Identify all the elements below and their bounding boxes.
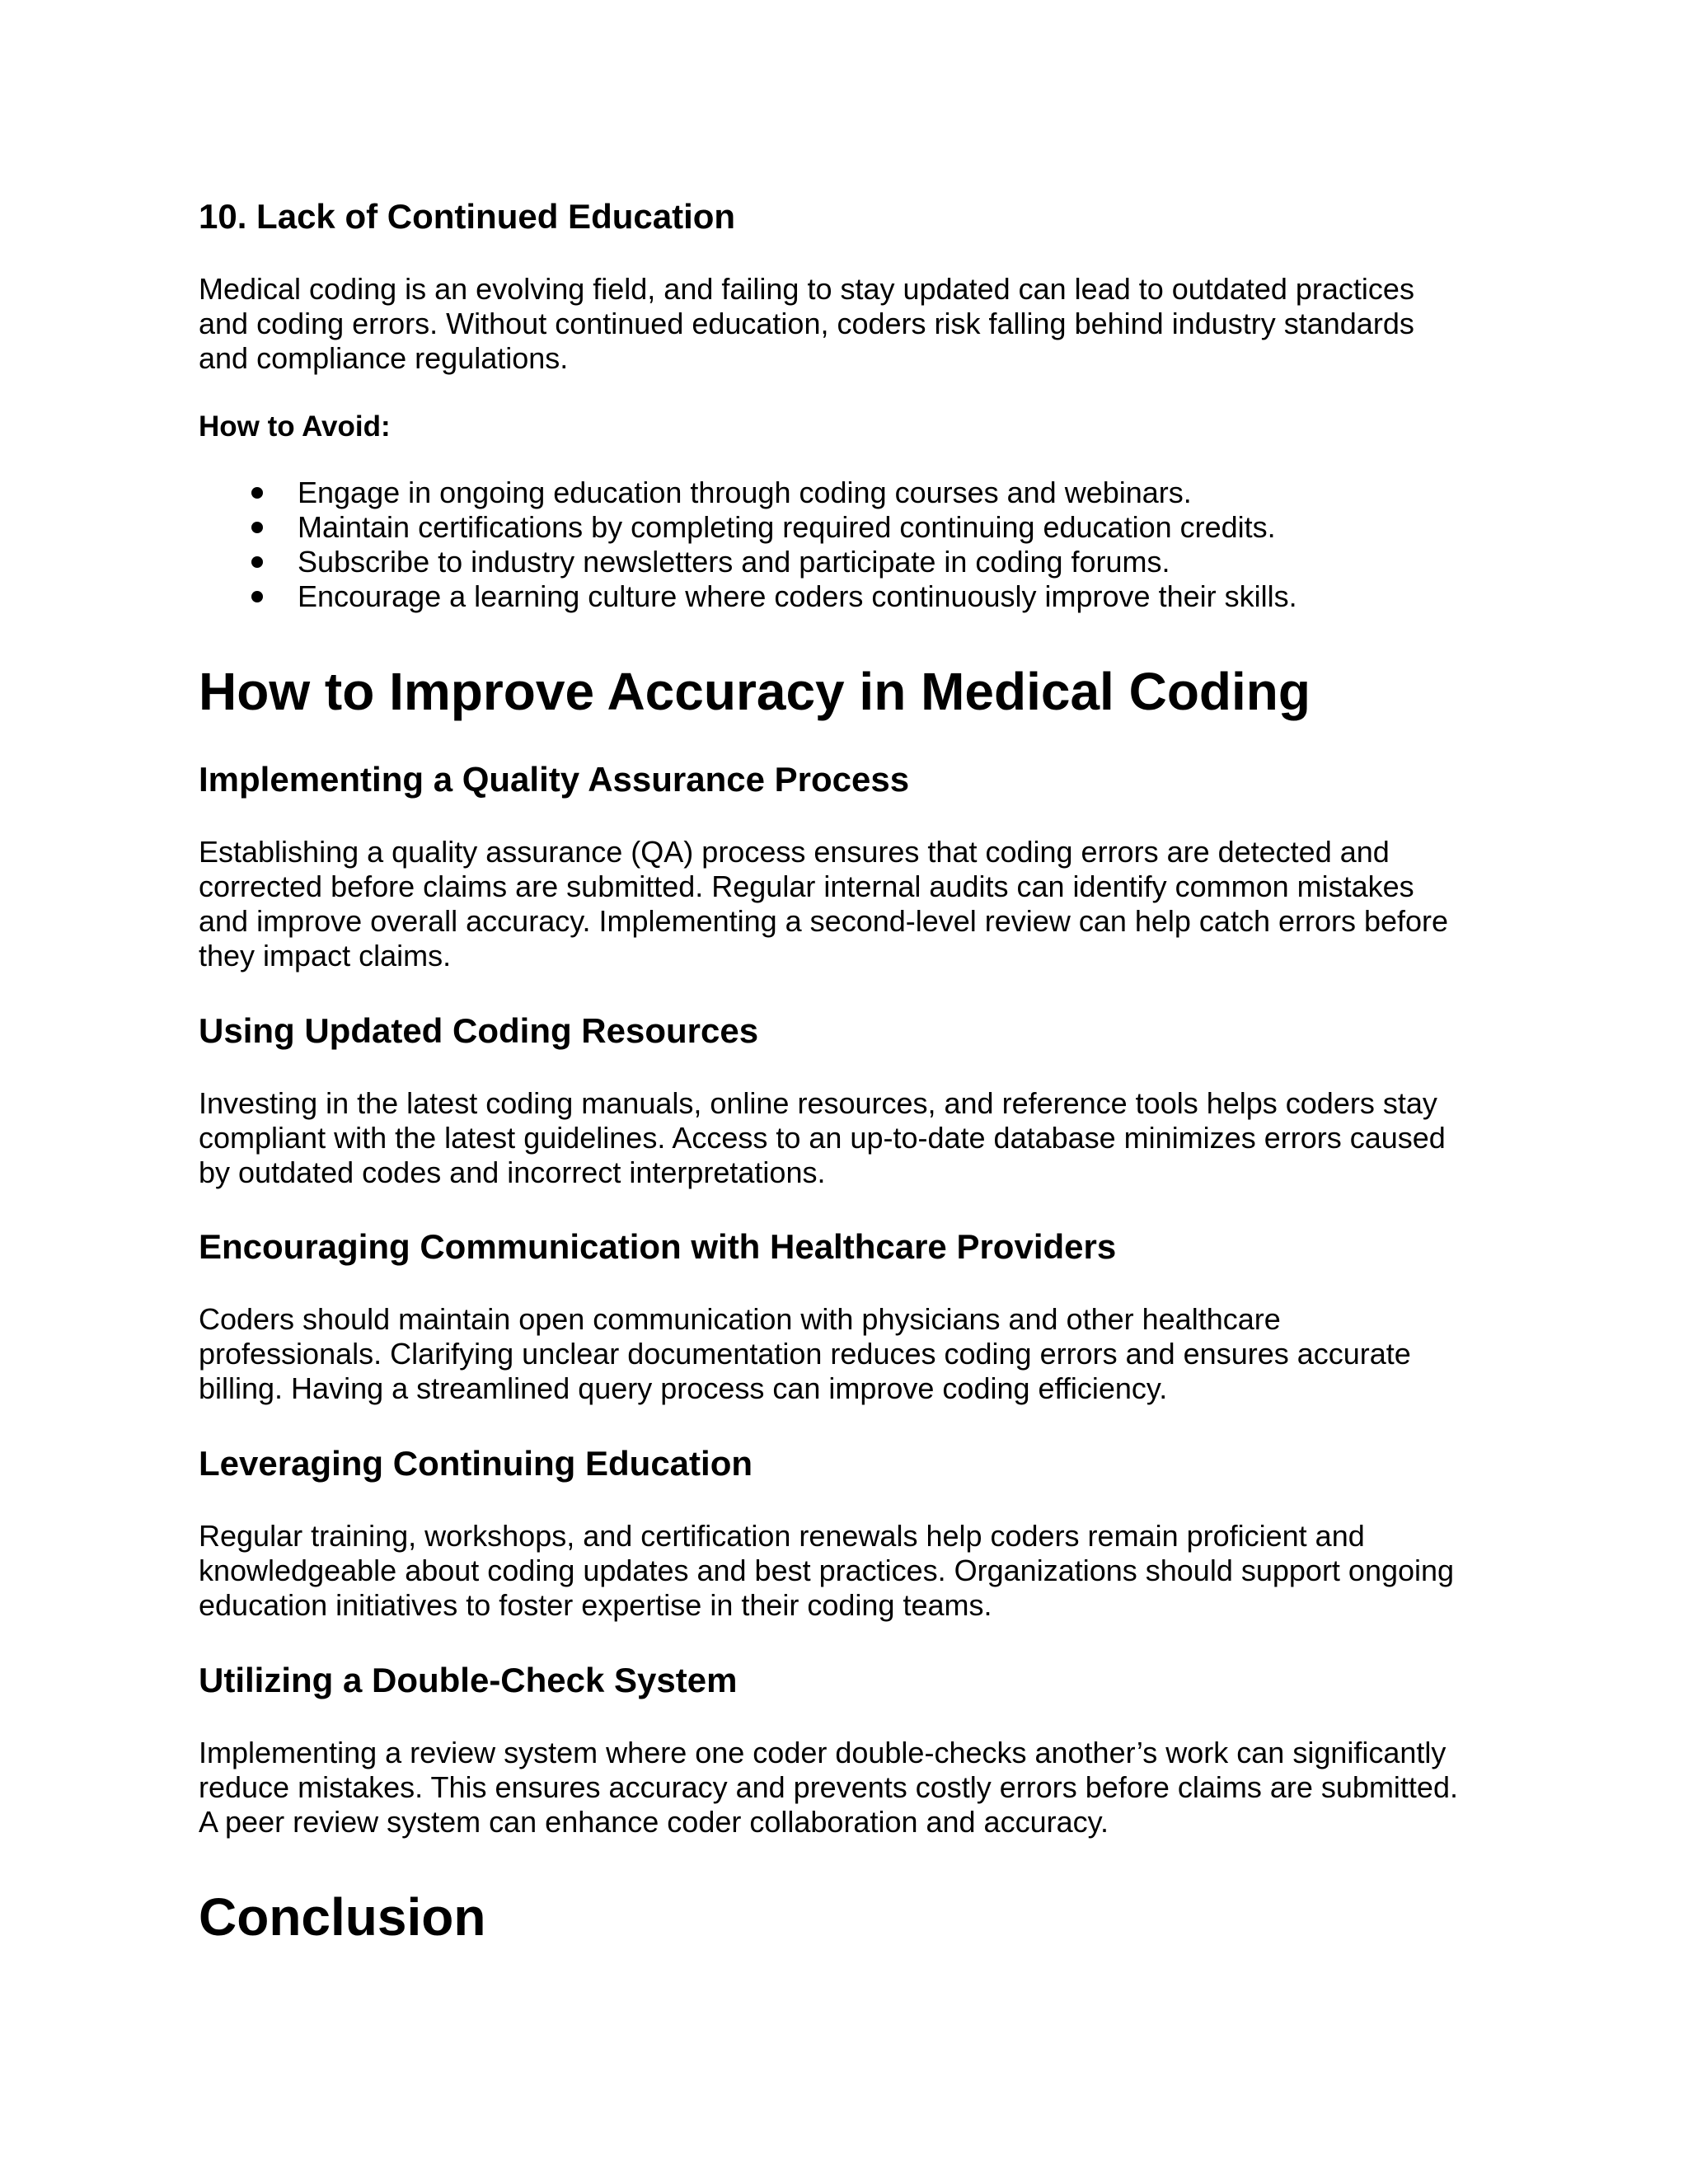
list-item	[199, 545, 1297, 579]
list-item-text: Engage in ongoing education through coding courses and webinars.	[298, 476, 1192, 509]
avoid-list	[199, 476, 1297, 614]
paragraph-line: and improve overall accuracy. Implementing a second-level review can help catch errors before	[199, 904, 1449, 938]
subsection-heading: Encouraging Communication with Healthcare Providers	[199, 1227, 1117, 1266]
paragraph-line: education initiatives to foster expertise in their coding teams.	[199, 1588, 992, 1622]
list-item-text: Encourage a learning culture where coders continuously improve their skills.	[298, 579, 1297, 613]
list-item	[199, 476, 1297, 510]
list-item-text: Subscribe to industry newsletters and participate in coding forums.	[298, 545, 1170, 579]
subsection-heading: Using Updated Coding Resources	[199, 1011, 759, 1050]
list-item	[199, 510, 1297, 545]
paragraph-line: A peer review system can enhance coder collaboration and accuracy.	[199, 1805, 1109, 1839]
paragraph-line: corrected before claims are submitted. Regular internal audits can identify common mistakes	[199, 869, 1414, 903]
section-paragraph	[199, 272, 1414, 376]
paragraph-line: Coders should maintain open communication with physicians and other healthcare	[199, 1302, 1281, 1336]
how-to-avoid-label: How to Avoid:	[199, 410, 391, 443]
subsection-paragraph	[199, 835, 1448, 973]
subsection-paragraph	[199, 1302, 1411, 1406]
section-heading: 10. Lack of Continued Education	[199, 197, 736, 236]
paragraph-line: Implementing a review system where one coder double-checks another’s work can significantly	[199, 1736, 1447, 1769]
list-item-text: Maintain certifications by completing required continuing education credits.	[298, 510, 1276, 544]
subsection-heading: Leveraging Continuing Education	[199, 1444, 753, 1483]
paragraph-line: Investing in the latest coding manuals, online resources, and reference tools helps coders stay	[199, 1086, 1437, 1120]
paragraph-line: reduce mistakes. This ensures accuracy and prevents costly errors before claims are submitted.	[199, 1770, 1458, 1804]
subsection-paragraph	[199, 1086, 1446, 1190]
paragraph-line: Medical coding is an evolving field, and failing to stay updated can lead to outdated practices	[199, 272, 1414, 306]
bullet-icon	[251, 522, 263, 533]
paragraph-line: professionals. Clarifying unclear documentation reduces coding errors and ensures accurate	[199, 1337, 1411, 1371]
paragraph-line: Establishing a quality assurance (QA) process ensures that coding errors are detected and	[199, 835, 1390, 869]
bullet-icon	[251, 487, 263, 499]
paragraph-line: by outdated codes and incorrect interpretations.	[199, 1155, 826, 1189]
paragraph-line: they impact claims.	[199, 939, 452, 972]
paragraph-line: knowledgeable about coding updates and best practices. Organizations should support ongoing	[199, 1554, 1455, 1587]
subsection-paragraph	[199, 1736, 1458, 1840]
bullet-icon	[251, 556, 263, 568]
paragraph-line: billing. Having a streamlined query process can improve coding efficiency.	[199, 1371, 1168, 1405]
main-heading: How to Improve Accuracy in Medical Coding	[199, 662, 1311, 721]
paragraph-line: Regular training, workshops, and certification renewals help coders remain proficient and	[199, 1519, 1365, 1553]
paragraph-line: and coding errors. Without continued education, coders risk falling behind industry standards	[199, 307, 1414, 340]
paragraph-line: and compliance regulations.	[199, 341, 569, 375]
paragraph-line: compliant with the latest guidelines. Access to an up-to-date database minimizes errors caused	[199, 1121, 1446, 1155]
subsection-paragraph	[199, 1519, 1454, 1623]
list-item	[199, 579, 1297, 614]
subsection-heading: Implementing a Quality Assurance Process	[199, 760, 910, 799]
conclusion-heading: Conclusion	[199, 1887, 486, 1947]
bullet-icon	[251, 591, 263, 602]
subsection-heading: Utilizing a Double-Check System	[199, 1661, 738, 1699]
